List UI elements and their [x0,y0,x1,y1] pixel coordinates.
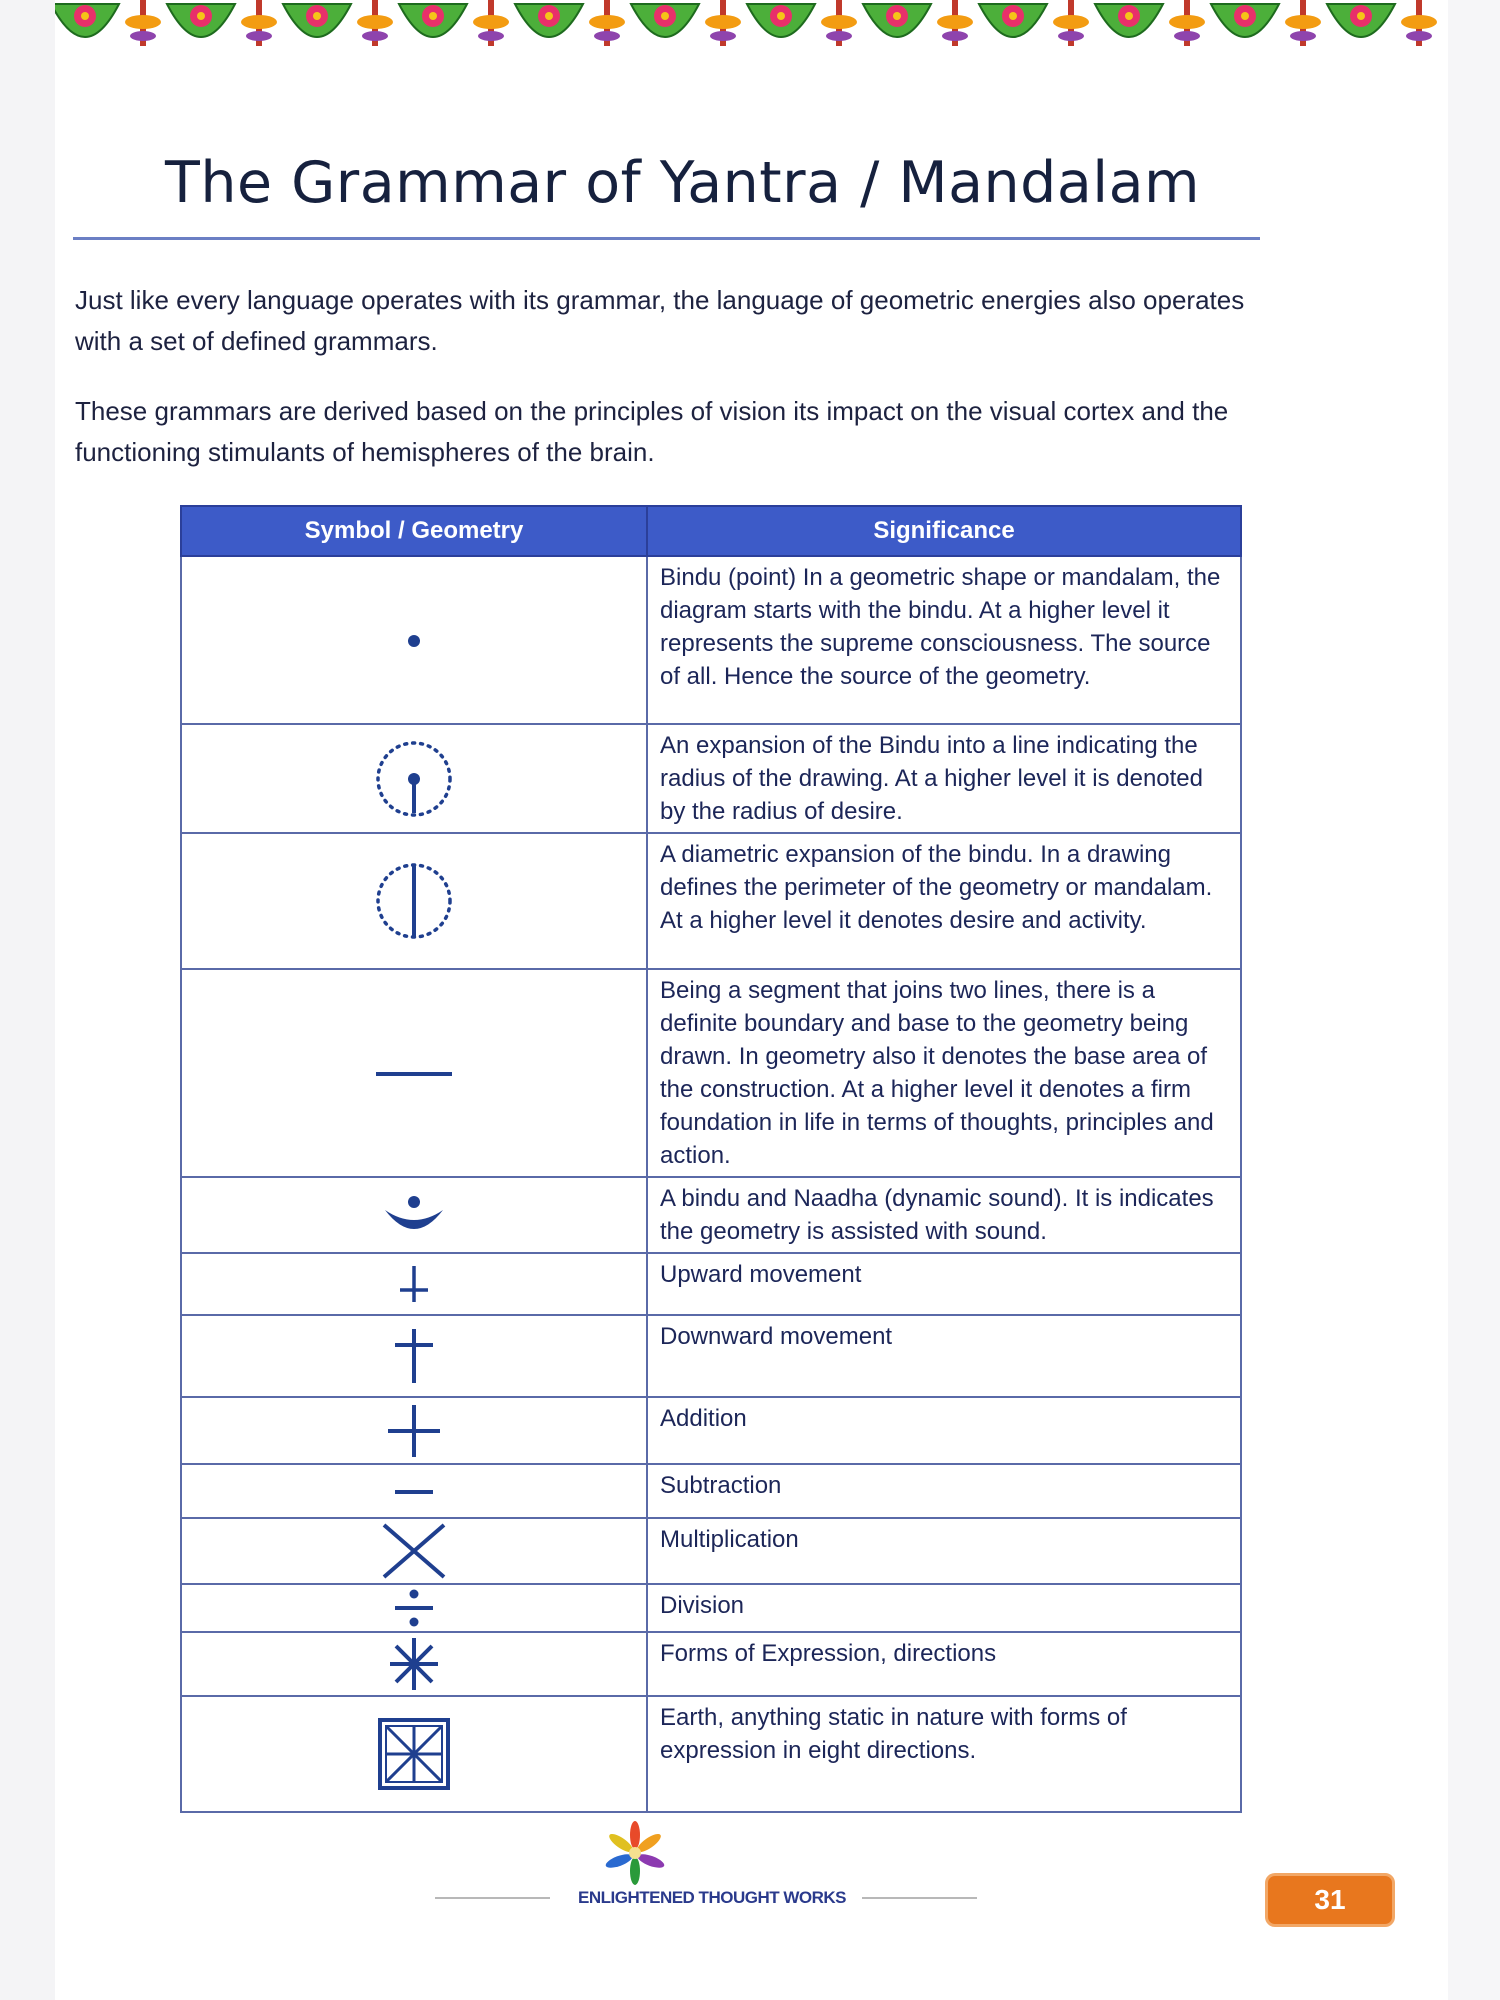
diameter-circle-icon [372,859,456,943]
significance-cell: Subtraction [647,1464,1241,1518]
grammar-table [180,505,1242,1813]
multiply-icon [378,1521,450,1581]
downward-cross-icon [389,1325,439,1387]
intro-paragraph-1: Just like every language operates with its grammar, the language of geometric energies also operates with a set of defined grammars. [75,285,1245,356]
table-row [181,833,1241,969]
table-row [181,724,1241,833]
significance-cell: Bindu (point) In a geometric shape or mandalam, the diagram starts with the bindu. At a higher level it represents the supreme consciousness. The source of all. Hence the source of the geometry. [647,556,1241,724]
table-row [181,1696,1241,1812]
bindu-dot-icon [399,626,429,656]
logo-flower-icon [575,1815,835,1935]
significance-cell: Multiplication [647,1518,1241,1584]
table-header-row [181,506,1241,556]
intro-paragraph-2: These grammars are derived based on the principles of vision its impact on the visual cortex and the functioning stimulants of hemispheres of the brain. [75,396,1229,467]
table-row [181,1632,1241,1696]
page-number-badge: 31 [1265,1873,1395,1927]
earth-square-icon [376,1716,452,1792]
horizontal-line-icon [374,1064,454,1084]
divide-icon [391,1587,437,1629]
significance-cell: Downward movement [647,1315,1241,1397]
significance-cell: Earth, anything static in nature with forms of expression in eight directions. [647,1696,1241,1812]
table-row [181,1464,1241,1518]
radius-circle-icon [372,737,456,821]
title-underline [73,237,1260,240]
table-row [181,1584,1241,1632]
significance-cell: Forms of Expression, directions [647,1632,1241,1696]
significance-cell: Division [647,1584,1241,1632]
significance-cell: Upward movement [647,1253,1241,1315]
header-significance: Significance [647,506,1241,556]
floral-border-decoration [55,0,1448,62]
significance-cell: An expansion of the Bindu into a line indicating the radius of the drawing. At a higher level it is denoted by the radius of desire. [647,724,1241,833]
footer-rule-right [862,1897,977,1899]
table-row [181,556,1241,724]
page-shadow-left [0,0,55,2000]
page-shadow-right [1448,0,1500,2000]
plus-icon [384,1403,444,1459]
bindu-naadha-icon [379,1190,449,1240]
brand-name: ENLIGHTENED THOUGHT WORKS [578,1888,846,1907]
footer-rule-left [435,1897,550,1899]
asterisk-icon [387,1636,441,1692]
table-row [181,1177,1241,1253]
significance-cell: Being a segment that joins two lines, there is a definite boundary and base to the geometry being drawn. In geometry also it denotes the base area of the construction. At a higher level it denotes a firm foundation in life in terms of thoughts, principles and action. [647,969,1241,1177]
page-title: The Grammar of Yantra / Mandalam [165,150,1201,216]
table-row [181,1397,1241,1464]
table-row [181,1518,1241,1584]
minus-icon [389,1482,439,1502]
significance-cell: A bindu and Naadha (dynamic sound). It is indicates the geometry is assisted with sound. [647,1177,1241,1253]
significance-cell: A diametric expansion of the bindu. In a drawing defines the perimeter of the geometry or mandalam. At a higher level it denotes desire and activity. [647,833,1241,969]
header-symbol-geometry: Symbol / Geometry [181,506,647,556]
table-row [181,1253,1241,1315]
upward-cross-icon [394,1262,434,1306]
table-row [181,969,1241,1177]
significance-cell: Addition [647,1397,1241,1464]
table-row [181,1315,1241,1397]
